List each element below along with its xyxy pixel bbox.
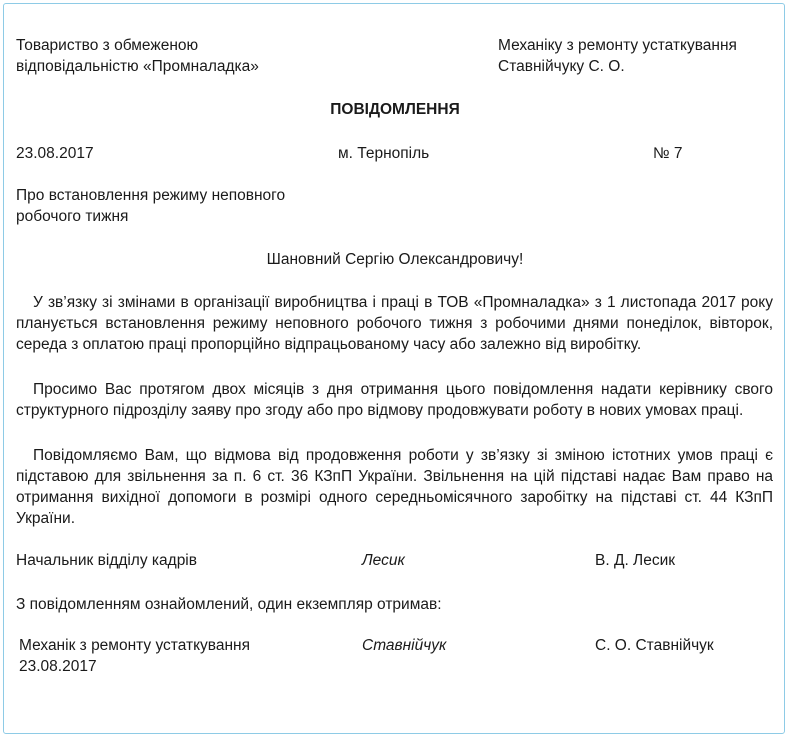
acknowledgement-date: 23.08.2017	[19, 658, 97, 675]
signer-position: Начальник відділу кадрів	[16, 552, 197, 569]
signer-signature: Лесик	[362, 552, 405, 569]
body-paragraph-2: Просимо Вас протягом двох місяців з дня отримання цього повідомлення надати керівнику свого структурного підрозділу заяву про згоду або про відмову продовжувати роботу в нових умовах праці.	[16, 381, 773, 419]
acknowledger-signature: Ставнійчук	[362, 637, 447, 654]
body-paragraph-1: У зв’язку зі змінами в організації виробництва і праці в ТОВ «Промналадка» з 1 листопада 2017 року планується встановлення режиму неповного робочого тижня з робочими днями понеділок, вівторок, середа з оплатою праці пропорційно відпрацьованому часу або залежно від виробітку.	[16, 294, 773, 353]
document-date: 23.08.2017	[16, 145, 94, 162]
company-name: Товариство з обмеженою відповідальністю «Промналадка»	[16, 37, 259, 75]
acknowledger-name: С. О. Ставнійчук	[595, 637, 714, 654]
acknowledger-position: Механік з ремонту устаткування	[19, 637, 251, 654]
document-place: м. Тернопіль	[338, 145, 430, 162]
document-subject: Про встановлення режиму неповного робочого тижня	[16, 187, 286, 225]
recipient: Механіку з ремонту устаткування Ставнійчуку С. О.	[498, 37, 737, 75]
body-paragraph-3: Повідомляємо Вам, що відмова від продовження роботи у зв’язку зі зміною істотних умов праці є підставою для звільнення за п. 6 ст. 36 КЗпП України. Звільнення на цій підставі надає Вам право на отримання вихідної допомоги в розмірі одного середньомісячного заробітку на підставі ст. 44 КЗпП України.	[16, 447, 773, 527]
document-title: ПОВІДОМЛЕННЯ	[330, 101, 460, 118]
signer-name: В. Д. Лесик	[595, 552, 676, 569]
greeting: Шановний Сергію Олександровичу!	[266, 251, 524, 268]
acknowledgement-text: З повідомленням ознайомлений, один екземпляр отримав:	[16, 596, 442, 613]
document-number: № 7	[653, 145, 683, 162]
